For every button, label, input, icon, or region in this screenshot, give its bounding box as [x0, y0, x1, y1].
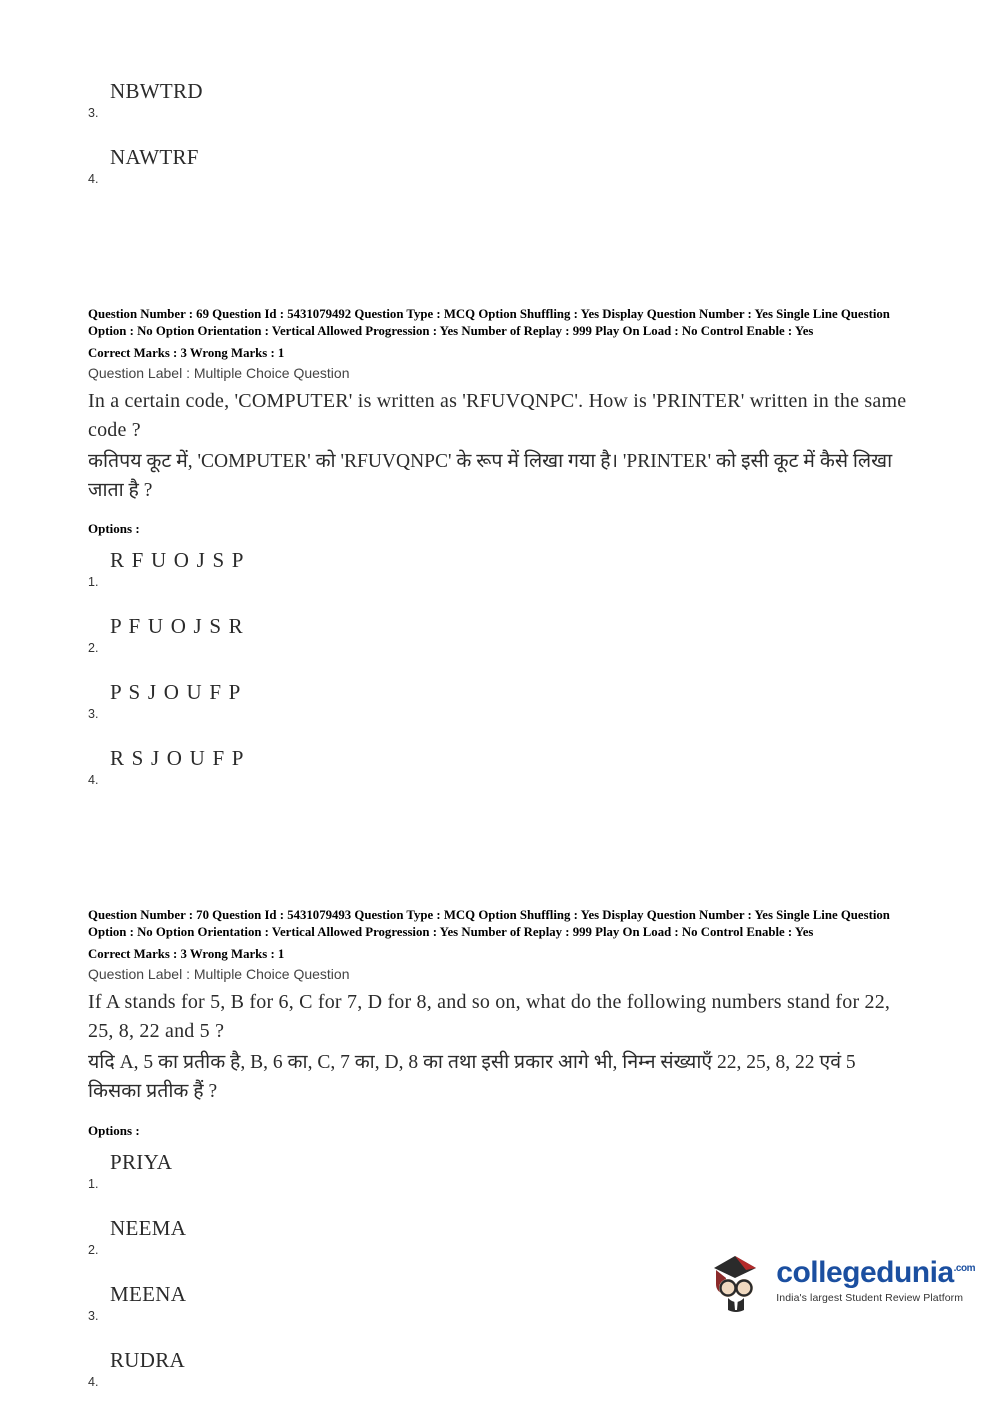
- option-text: MEENA: [110, 1281, 187, 1306]
- page-content: [88, 0, 908, 1413]
- options-label: Options :: [88, 1122, 140, 1138]
- list-item[interactable]: [88, 547, 908, 591]
- question-text-hindi: यदि A, 5 का प्रतीक है, B, 6 का, C, 7 का, D, 8 का तथा इसी प्रकार आगे भी, निम्न संख्याएँ 22, 25, 8, 22 एवं 5 किसका प्रतीक हैं ?: [88, 1052, 856, 1103]
- list-item[interactable]: [88, 745, 908, 789]
- option-text: PRIYA: [110, 1149, 173, 1174]
- option-number: 1.: [88, 1176, 99, 1191]
- option-number: 2.: [88, 1242, 99, 1257]
- question-marks: Correct Marks : 3 Wrong Marks : 1: [88, 345, 285, 360]
- option-number: 3.: [88, 106, 99, 120]
- question-label: Question Label : Multiple Choice Question: [88, 364, 350, 381]
- question-text-english: In a certain code, 'COMPUTER' is written as 'RFUVQNPC'. How is 'PRINTER' written in the same code ?: [88, 389, 907, 441]
- list-item[interactable]: [88, 679, 908, 723]
- question-marks: Correct Marks : 3 Wrong Marks : 1: [88, 947, 285, 962]
- option-text: P S J O U F P: [110, 680, 242, 705]
- option-number: 3.: [88, 1308, 99, 1323]
- option-number: 4.: [88, 1374, 99, 1389]
- option-number: 2.: [88, 641, 99, 656]
- question-label: Question Label : Multiple Choice Question: [88, 966, 350, 983]
- question-meta: Question Number : 70 Question Id : 5431079493 Question Type : MCQ Option Shuffling : Yes Display Question Number : Yes Single Line Question Option : No Option Orientation : Vertical Allowed Progression : Yes Number of Replay : 999 Play On Load : No Control Enable : Yes: [88, 908, 890, 940]
- list-item[interactable]: [88, 613, 908, 657]
- brand-name-sup: .com: [953, 1263, 975, 1274]
- continued-options-list: [88, 78, 908, 188]
- section-gap: [88, 811, 908, 867]
- option-number: 4.: [88, 172, 99, 186]
- option-text: R S J O U F P: [110, 746, 245, 771]
- option-text: P F U O J S R: [110, 614, 244, 639]
- brand-tagline: India's largest Student Review Platform: [776, 1292, 964, 1304]
- brand-name: [776, 1258, 975, 1288]
- collegedunia-logo-icon: [704, 1248, 766, 1314]
- option-number: 1.: [88, 575, 99, 590]
- option-text: NBWTRD: [110, 79, 203, 103]
- question-meta: Question Number : 69 Question Id : 5431079492 Question Type : MCQ Option Shuffling : Yes Display Question Number : Yes Single Line Question Option : No Option Orientation : Vertical Allowed Progression : Yes Number of Replay : 999 Play On Load : No Control Enable : Yes: [88, 307, 890, 338]
- collegedunia-watermark: [704, 1248, 975, 1314]
- option-text: R F U O J S P: [110, 548, 245, 573]
- section-gap: [88, 210, 908, 266]
- question-text-hindi: कतिपय कूट में, 'COMPUTER' को 'RFUVQNPC' के रूप में लिखा गया है। 'PRINTER' को इसी कूट में कैसे लिखा जाता है ?: [88, 450, 893, 502]
- top-spacer: [88, 0, 908, 78]
- option-text: NEEMA: [110, 1215, 187, 1240]
- options-list-69: [88, 547, 908, 789]
- brand-text: [776, 1258, 975, 1304]
- option-number: 4.: [88, 773, 99, 788]
- question-block-70: [88, 907, 908, 1390]
- options-label: Options :: [88, 521, 140, 537]
- option-number: 3.: [88, 707, 99, 722]
- list-item[interactable]: [88, 78, 908, 122]
- question-block-69: [88, 306, 908, 789]
- list-item[interactable]: [88, 144, 908, 188]
- question-text-english: If A stands for 5, B for 6, C for 7, D for 8, and so on, what do the following numbers stand for 22, 25, 8, 22 and 5 ?: [88, 991, 891, 1043]
- list-item[interactable]: [88, 1347, 908, 1391]
- brand-name-text: collegedunia: [776, 1256, 954, 1289]
- list-item[interactable]: [88, 1149, 908, 1193]
- option-text: RUDRA: [110, 1347, 186, 1372]
- option-text: NAWTRF: [110, 145, 199, 169]
